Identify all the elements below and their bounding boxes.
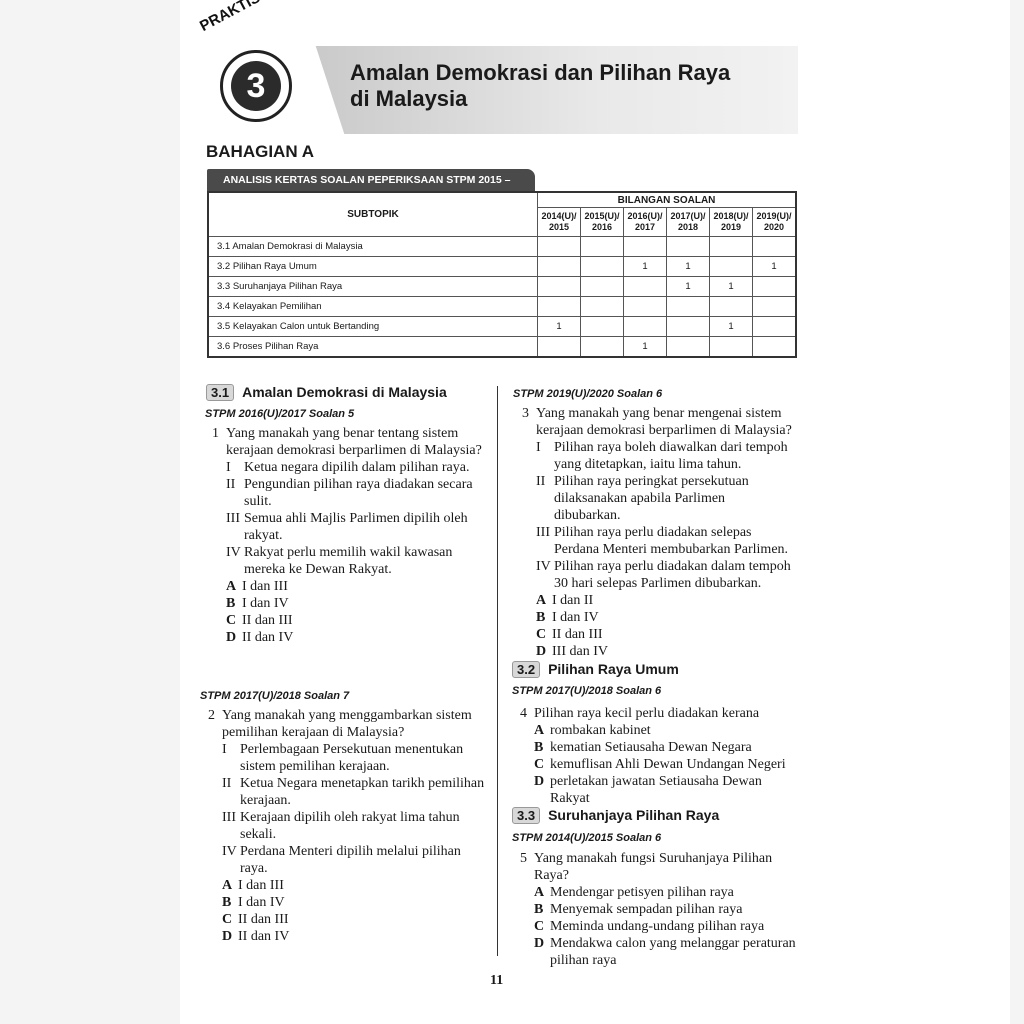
option-letter: D <box>226 630 237 645</box>
count-cell <box>538 297 581 317</box>
count-cell <box>753 337 797 358</box>
statement-item <box>222 741 488 775</box>
question-text: Yang manakah yang benar tentang sistem kerajaan demokrasi berparlimen di Malaysia? <box>226 426 482 458</box>
count-cell <box>710 237 753 257</box>
statement-item <box>226 459 490 476</box>
option-letter: D <box>534 774 545 789</box>
answer-option <box>534 918 796 935</box>
answer-option <box>534 722 796 739</box>
option-letter: A <box>534 723 545 738</box>
table-row <box>208 317 796 337</box>
option-text: II dan IV <box>242 630 294 645</box>
question-source: STPM 2017(U)/2018 Soalan 7 <box>200 690 350 702</box>
count-cell <box>538 277 581 297</box>
subtopic-cell: 3.3 Suruhanjaya Pilihan Raya <box>208 277 538 297</box>
option-letter: B <box>536 610 546 625</box>
statement-text: Rakyat perlu memilih wakil kawasan mereka ke Dewan Rakyat. <box>244 545 453 577</box>
option-text: III dan IV <box>552 644 608 659</box>
option-text: I dan IV <box>552 610 599 625</box>
option-text: rombakan kabinet <box>550 723 651 738</box>
statement-item <box>226 544 490 578</box>
question-number: 3 <box>522 406 529 421</box>
option-text: II dan III <box>552 627 603 642</box>
question-source: STPM 2019(U)/2020 Soalan 6 <box>513 388 663 400</box>
answer-option <box>536 626 794 643</box>
option-letter: D <box>536 644 547 659</box>
statement-text: Perdana Menteri dipilih melalui pilihan raya. <box>240 844 461 876</box>
question-5 <box>520 850 796 969</box>
answer-option <box>226 629 490 646</box>
option-letter: A <box>536 593 547 608</box>
statement-numeral: IV <box>536 559 551 574</box>
subtopic-cell: 3.6 Proses Pilihan Raya <box>208 337 538 358</box>
year-header-line: 2015 <box>548 222 570 232</box>
option-text: I dan IV <box>242 596 289 611</box>
option-text: Mendakwa calon yang melanggar peraturan pilihan raya <box>550 936 796 968</box>
analysis-banner: ANALISIS KERTAS SOALAN PEPERIKSAAN STPM 2015 – <box>207 169 535 191</box>
option-text: Menyemak sempadan pilihan raya <box>550 902 743 917</box>
option-letter: B <box>534 740 544 755</box>
question-stem <box>208 707 488 741</box>
count-cell <box>753 297 797 317</box>
page-number: 11 <box>490 973 504 988</box>
statement-numeral: III <box>226 511 240 526</box>
section-3-1-heading <box>206 384 447 401</box>
count-cell <box>710 297 753 317</box>
question-4 <box>520 705 796 807</box>
year-header <box>581 208 624 237</box>
option-letter: A <box>226 579 237 594</box>
statement-numeral: IV <box>226 545 241 560</box>
statement-text: Pilihan raya peringkat persekutuan dilaksanakan apabila Parlimen dibubarkan. <box>554 474 749 523</box>
count-cell <box>624 297 667 317</box>
count-cell <box>581 337 624 358</box>
section-heading: BAHAGIAN A <box>206 142 314 161</box>
count-cell <box>667 337 710 358</box>
statement-item <box>536 473 794 524</box>
count-cell <box>581 317 624 337</box>
option-letter: A <box>534 885 545 900</box>
question-stem <box>522 405 794 439</box>
section-3-3-heading <box>512 807 719 824</box>
question-source: STPM 2014(U)/2015 Soalan 6 <box>512 832 662 844</box>
year-header-line: 2019(U)/ <box>756 211 792 221</box>
count-cell: 1 <box>667 257 710 277</box>
table-row <box>208 257 796 277</box>
statement-text: Ketua negara dipilih dalam pilihan raya. <box>244 460 470 475</box>
count-cell <box>667 297 710 317</box>
statement-numeral: I <box>222 742 227 757</box>
chapter-title-line1: Amalan Demokrasi dan Pilihan Raya <box>350 60 731 85</box>
count-cell <box>667 317 710 337</box>
option-text: kematian Setiausaha Dewan Negara <box>550 740 752 755</box>
option-text: I dan II <box>552 593 594 608</box>
statement-text: Pilihan raya boleh diawalkan dari tempoh yang ditetapkan, iaitu lima tahun. <box>554 440 788 472</box>
question-source: STPM 2017(U)/2018 Soalan 6 <box>512 685 662 697</box>
answer-option <box>536 592 794 609</box>
count-cell: 1 <box>624 257 667 277</box>
statement-text: Pengundian pilihan raya diadakan secara sulit. <box>244 477 473 509</box>
statement-numeral: II <box>536 474 546 489</box>
statement-item <box>222 843 488 877</box>
analysis-table-body <box>208 237 796 358</box>
statement-text: Perlembagaan Persekutuan menentukan sistem pemilihan kerajaan. <box>240 742 464 774</box>
section-number: 3.2 <box>512 661 540 678</box>
question-number: 5 <box>520 851 527 866</box>
option-text: Meminda undang-undang pilihan raya <box>550 919 765 934</box>
statement-item <box>536 439 794 473</box>
count-cell <box>753 237 797 257</box>
option-text: perletakan jawatan Setiausaha Dewan Rakyat <box>550 774 762 806</box>
chapter-title <box>350 60 790 112</box>
subtopic-cell: 3.4 Kelayakan Pemilihan <box>208 297 538 317</box>
option-letter: C <box>534 919 545 934</box>
question-stem <box>520 705 796 722</box>
option-text: I dan IV <box>238 895 285 910</box>
option-text: II dan IV <box>238 929 290 944</box>
question-number: 4 <box>520 706 527 721</box>
statement-numeral: III <box>536 525 550 540</box>
answer-option <box>534 773 796 807</box>
count-cell <box>581 277 624 297</box>
question-text: Yang manakah fungsi Suruhanjaya Pilihan Raya? <box>534 851 773 883</box>
statement-numeral: III <box>222 810 236 825</box>
statement-item <box>226 510 490 544</box>
table-row <box>208 277 796 297</box>
option-letter: D <box>534 936 545 951</box>
year-header-line: 2015(U)/ <box>584 211 620 221</box>
count-cell <box>624 317 667 337</box>
statement-item <box>536 558 794 592</box>
section-title: Suruhanjaya Pilihan Raya <box>548 807 720 823</box>
section-number: 3.1 <box>206 384 234 401</box>
subtopic-header: SUBTOPIK <box>208 192 538 237</box>
option-letter: C <box>536 627 547 642</box>
statement-numeral: I <box>226 460 231 475</box>
statement-text: Semua ahli Majlis Parlimen dipilih oleh rakyat. <box>244 511 468 543</box>
topic-number-badge <box>220 50 292 122</box>
count-cell: 1 <box>710 277 753 297</box>
count-cell <box>538 337 581 358</box>
option-text: II dan III <box>242 613 293 628</box>
question-text: Yang manakah yang menggambarkan sistem pemilihan kerajaan di Malaysia? <box>222 708 472 740</box>
section-title: Pilihan Raya Umum <box>548 661 679 677</box>
count-cell <box>624 277 667 297</box>
count-cell: 1 <box>753 257 797 277</box>
option-letter: D <box>222 929 233 944</box>
subtopic-cell: 3.1 Amalan Demokrasi di Malaysia <box>208 237 538 257</box>
year-header <box>538 208 581 237</box>
count-cell: 1 <box>710 317 753 337</box>
year-header <box>667 208 710 237</box>
answer-option <box>222 894 488 911</box>
answer-option <box>534 756 796 773</box>
year-header-line: 2017 <box>634 222 656 232</box>
option-text: Mendengar petisyen pilihan raya <box>550 885 734 900</box>
question-text: Pilihan raya kecil perlu diadakan kerana <box>534 706 760 721</box>
year-header <box>753 208 797 237</box>
option-letter: C <box>534 757 545 772</box>
statement-numeral: II <box>222 776 232 791</box>
option-text: kemuflisan Ahli Dewan Undangan Negeri <box>550 757 786 772</box>
option-letter: C <box>226 613 237 628</box>
count-cell <box>581 257 624 277</box>
section-title: Amalan Demokrasi di Malaysia <box>242 384 447 400</box>
question-number: 2 <box>208 708 215 723</box>
subtopic-cell: 3.2 Pilihan Raya Umum <box>208 257 538 277</box>
count-cell <box>710 257 753 277</box>
answer-option <box>226 612 490 629</box>
answer-option <box>536 609 794 626</box>
table-row <box>208 337 796 358</box>
question-number: 1 <box>212 426 219 441</box>
option-letter: A <box>222 878 233 893</box>
count-cell <box>624 237 667 257</box>
subtopic-cell: 3.5 Kelayakan Calon untuk Bertanding <box>208 317 538 337</box>
section-number: 3.3 <box>512 807 540 824</box>
year-header-line: 2016 <box>591 222 613 232</box>
statement-numeral: II <box>226 477 236 492</box>
answer-option <box>536 643 794 660</box>
statement-item <box>536 524 794 558</box>
year-header <box>624 208 667 237</box>
statement-text: Pilihan raya perlu diadakan selepas Perdana Menteri membubarkan Parlimen. <box>554 525 789 557</box>
year-header <box>710 208 753 237</box>
question-source: STPM 2016(U)/2017 Soalan 5 <box>205 408 355 420</box>
count-cell: 1 <box>667 277 710 297</box>
count-cell <box>710 337 753 358</box>
analysis-table <box>207 191 797 358</box>
option-letter: B <box>534 902 544 917</box>
answer-option <box>222 911 488 928</box>
answer-option <box>222 928 488 945</box>
count-cell <box>581 237 624 257</box>
statement-item <box>222 775 488 809</box>
count-cell <box>581 297 624 317</box>
year-header-line: 2018(U)/ <box>713 211 749 221</box>
question-2 <box>208 707 488 945</box>
count-cell <box>538 237 581 257</box>
table-row <box>208 237 796 257</box>
answer-option <box>222 877 488 894</box>
question-1 <box>212 425 490 646</box>
table-row <box>208 297 796 317</box>
answer-option <box>534 901 796 918</box>
answer-option <box>534 935 796 969</box>
answer-option <box>534 739 796 756</box>
count-cell: 1 <box>538 317 581 337</box>
statement-item <box>226 476 490 510</box>
section-3-2-heading <box>512 661 679 678</box>
year-header-line: 2019 <box>720 222 742 232</box>
option-text: I dan III <box>242 579 288 594</box>
year-header-line: 2014(U)/ <box>541 211 577 221</box>
count-cell <box>753 317 797 337</box>
year-header-line: 2018 <box>677 222 699 232</box>
count-cell <box>753 277 797 297</box>
statement-numeral: I <box>536 440 541 455</box>
question-3 <box>522 405 794 660</box>
statement-text: Kerajaan dipilih oleh rakyat lima tahun sekali. <box>240 810 460 842</box>
option-letter: B <box>226 596 236 611</box>
count-header: BILANGAN SOALAN <box>538 192 797 208</box>
count-cell: 1 <box>624 337 667 358</box>
answer-option <box>226 578 490 595</box>
question-stem <box>212 425 490 459</box>
option-text: II dan III <box>238 912 289 927</box>
option-letter: C <box>222 912 233 927</box>
option-letter: B <box>222 895 232 910</box>
count-cell <box>538 257 581 277</box>
year-header-line: 2020 <box>763 222 785 232</box>
count-cell <box>667 237 710 257</box>
chapter-title-line2: di Malaysia <box>350 86 468 111</box>
statement-numeral: IV <box>222 844 237 859</box>
option-text: I dan III <box>238 878 284 893</box>
statement-text: Ketua Negara menetapkan tarikh pemilihan kerajaan. <box>240 776 485 808</box>
statement-text: Pilihan raya perlu diadakan dalam tempoh 30 hari selepas Parlimen dibubarkan. <box>554 559 791 591</box>
question-text: Yang manakah yang benar mengenai sistem kerajaan demokrasi berparlimen di Malaysia? <box>536 406 792 438</box>
column-divider <box>497 386 498 956</box>
year-header-line: 2017(U)/ <box>670 211 706 221</box>
question-stem <box>520 850 796 884</box>
topic-number: 3 <box>231 61 281 111</box>
answer-option <box>226 595 490 612</box>
year-header-line: 2016(U)/ <box>627 211 663 221</box>
answer-option <box>534 884 796 901</box>
statement-item <box>222 809 488 843</box>
